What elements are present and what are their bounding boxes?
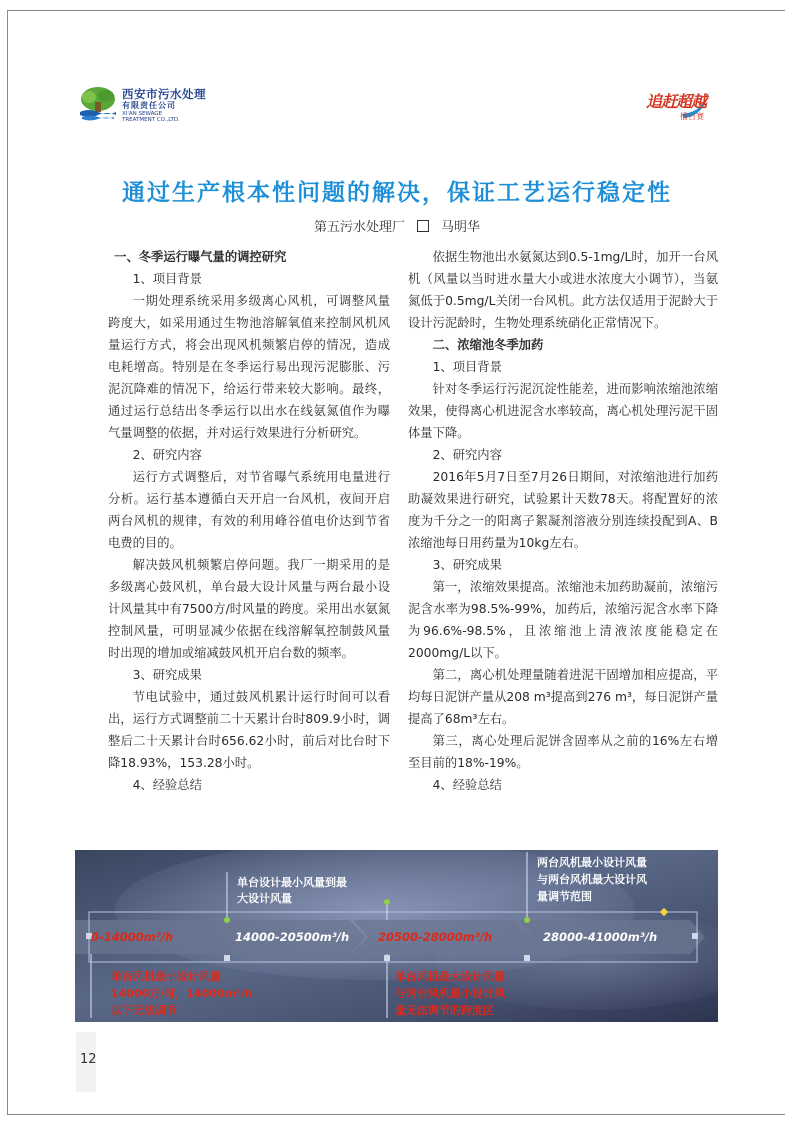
- paragraph: 2016年5月7日至7月26日期间，对浓缩池进行加药助凝效果进行研究，试验累计天数78天。将配置好的浓度为千分之一的阳离子絮凝剂溶液分别连续投配到A、B浓缩池每日用药量为10kg左右。: [408, 470, 718, 550]
- article-byline: [0, 216, 794, 235]
- article-title: 通过生产根本性问题的解决，保证工艺运行稳定性: [122, 180, 672, 206]
- subsection-heading: 1、项目背景: [432, 360, 502, 374]
- range-label-1: 0-14000m³/h: [91, 930, 174, 944]
- paragraph: 运行方式调整后，对节省曝气系统用电量进行分析。运行基本遵循白天开启一台风机，夜间开启两台风机的规律，有效的利用峰谷值电价达到节省电费的目的。: [108, 470, 390, 550]
- paragraph: 针对冬季运行污泥沉淀性能差，进而影响浓缩池浓缩效果，使得离心机进泥含水率较高，离心机处理污泥干固体量下降。: [408, 382, 718, 440]
- right-column: [408, 246, 718, 796]
- subsection-heading: 3、研究成果: [432, 558, 502, 572]
- subsection-heading: 2、研究内容: [132, 448, 202, 462]
- range-label-4: 28000-41000m³/h: [543, 930, 658, 944]
- author-unit: 第五污水处理厂: [313, 220, 405, 235]
- logo-company-name: 西安市污水处理: [122, 87, 206, 101]
- section-heading: 一、冬季运行曝气量的调控研究: [114, 250, 287, 264]
- separator-box-icon: [417, 220, 429, 232]
- callout-line: 与两台风机最大设计风: [537, 873, 647, 886]
- callout-dual-range: [537, 854, 647, 905]
- range-label-2: 14000-20500m³/h: [235, 930, 350, 944]
- page-number: 12: [80, 1052, 97, 1067]
- callout-line: 量无法调节的跨度区: [395, 1004, 494, 1017]
- paragraph: 解决鼓风机频繁启停问题。我厂一期采用的是多级离心鼓风机，单台最大设计风量与两台最小设计风量其中有7500方/时风量的跨度。采用出水氨氮控制风量，可明显减少依据在线溶解氧控制鼓风量时出现的增加或缩减鼓风机开启台数的频率。: [108, 558, 390, 660]
- callout-line: 以下无法调节: [111, 1004, 177, 1017]
- subsection-heading: 3、研究成果: [132, 668, 202, 682]
- logo-english-line2: TREATMENT CO.,LTD.: [122, 117, 180, 123]
- callout-single-range: [237, 874, 347, 906]
- author-name: 马明华: [441, 220, 481, 235]
- company-logo: [78, 84, 268, 126]
- paragraph: 一期处理系统采用多级离心风机，可调整风量跨度大，如采用通过生物池溶解氧值来控制风机风量运行方式，将会出现风机频繁启停的情况，造成电耗增高。特别是在冬季运行易出现污泥膨胀、污泥沉降难的情况下，给运行带来较大影响。最终，通过运行总结出冬季运行以出水在线氨氮值作为曝气量调整的依据，并对运行效果进行分析研究。: [108, 294, 390, 440]
- left-column: [108, 246, 390, 796]
- badge-title: 追赶超越: [646, 92, 707, 111]
- subsection-heading: 2、研究内容: [432, 448, 502, 462]
- subsection-heading: 4、经验总结: [132, 778, 202, 792]
- callout-line: 与两台风机最小设计风: [395, 987, 505, 1000]
- callout-line: 量调节范围: [537, 890, 592, 903]
- paragraph: 第二，离心机处理量随着进泥干固增加相应提高，平均每日泥饼产量从208 m³提高到276 m³，每日泥饼产量提高了68m³左右。: [408, 668, 718, 726]
- event-badge: [644, 86, 712, 126]
- logo-company-suffix: 有限责任公司: [122, 101, 176, 110]
- section-heading: 二、浓缩池冬季加药: [432, 338, 544, 352]
- logo-tree-icon: [78, 84, 118, 124]
- callout-line: 单台风机最大设计风量: [395, 970, 505, 983]
- paragraph: 节电试验中，通过鼓风机累计运行时间可以看出，运行方式调整前二十天累计台时809.9小时，调整后二十天累计台时656.62小时，前后对比台时下降18.93%，153.28小时。: [108, 690, 390, 770]
- callout-single-min: [111, 968, 253, 1019]
- callout-line: 14000方/时，14000m³/h: [111, 987, 253, 1000]
- subsection-heading: 4、经验总结: [432, 778, 502, 792]
- callout-line: 大设计风量: [237, 892, 292, 905]
- callout-line: 两台风机最小设计风量: [537, 856, 647, 869]
- airflow-range-diagram: [75, 850, 718, 1022]
- subsection-heading: 1、项目背景: [132, 272, 202, 286]
- badge-subtitle: 擂台赛: [680, 112, 704, 121]
- paragraph: 第三，离心处理后泥饼含固率从之前的16%左右增至目前的18%-19%。: [408, 734, 718, 770]
- paragraph: 依据生物池出水氨氮达到0.5-1mg/L时，加开一台风机（风量以当时进水量大小或进水浓度大小调节），当氨氮低于0.5mg/L关闭一台风机。此方法仅适用于泥龄大于设计污泥龄时，生物处理系统硝化正常情况下。: [408, 250, 718, 330]
- callout-gap-range: [395, 968, 505, 1019]
- paragraph: 第一，浓缩效果提高。浓缩池未加药助凝前，浓缩污泥含水率为98.5%-99%，加药后，浓缩污泥含水率下降为96.6%-98.5%，且浓缩池上清液浓度能稳定在2000mg/L以下。: [408, 580, 718, 660]
- logo-english-line1: XI'AN SEWAGE: [122, 111, 163, 117]
- callout-line: 单台风机最小设计风量: [111, 970, 221, 983]
- callout-line: 单台设计最小风量到最: [237, 876, 347, 889]
- range-label-3: 20500-28000m³/h: [378, 930, 493, 944]
